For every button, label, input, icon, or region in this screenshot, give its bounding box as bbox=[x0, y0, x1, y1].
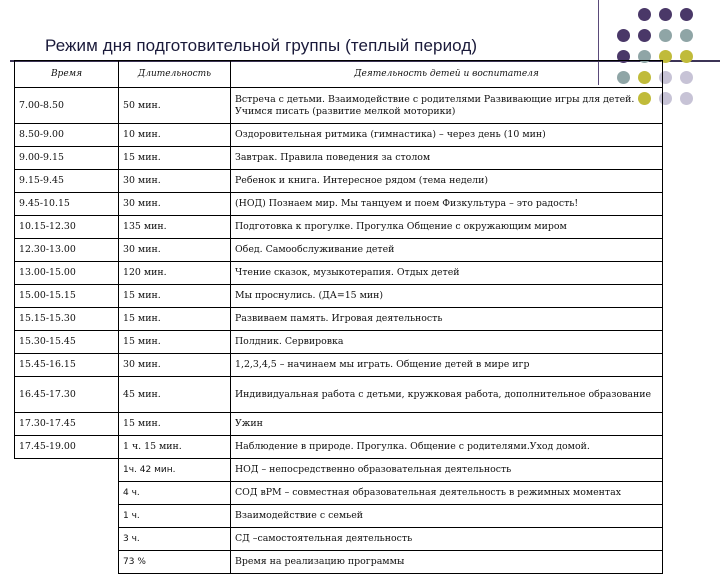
blank-cell bbox=[15, 505, 119, 528]
cell-activity: Чтение сказок, музыкотерапия. Отдых детей bbox=[231, 262, 663, 285]
decor-dot bbox=[617, 29, 630, 42]
cell-duration: 10 мин. bbox=[119, 124, 231, 147]
blank-cell bbox=[15, 528, 119, 551]
cell-time: 15.15-15.30 bbox=[15, 308, 119, 331]
summary-row bbox=[15, 551, 663, 574]
table-row bbox=[15, 239, 663, 262]
header-duration: Длительность bbox=[119, 61, 231, 88]
decor-dot bbox=[680, 8, 693, 21]
table-row bbox=[15, 331, 663, 354]
blank-cell bbox=[15, 551, 119, 574]
summary-activity: СД –самостоятельная деятельность bbox=[231, 528, 663, 551]
cell-activity: Обед. Самообслуживание детей bbox=[231, 239, 663, 262]
summary-activity: НОД – непосредственно образовательная деятельность bbox=[231, 459, 663, 482]
cell-activity: (НОД) Познаем мир. Мы танцуем и поем Физкультура – это радость! bbox=[231, 193, 663, 216]
table-row bbox=[15, 285, 663, 308]
decor-dot bbox=[638, 8, 651, 21]
cell-duration: 15 мин. bbox=[119, 308, 231, 331]
table-row bbox=[15, 170, 663, 193]
cell-activity: Подготовка к прогулке. Прогулка Общение с окружающим миром bbox=[231, 216, 663, 239]
cell-time: 9.00-9.15 bbox=[15, 147, 119, 170]
cell-activity: Наблюдение в природе. Прогулка. Общение с родителями.Уход домой. bbox=[231, 436, 663, 459]
decor-dot bbox=[680, 92, 693, 105]
cell-duration: 30 мин. bbox=[119, 239, 231, 262]
cell-time: 17.30-17.45 bbox=[15, 413, 119, 436]
summary-duration: 4 ч. bbox=[119, 482, 231, 505]
cell-time: 9.45-10.15 bbox=[15, 193, 119, 216]
decor-dot bbox=[659, 8, 672, 21]
decor-dot bbox=[680, 29, 693, 42]
table-row bbox=[15, 124, 663, 147]
table-row bbox=[15, 436, 663, 459]
cell-activity: 1,2,3,4,5 – начинаем мы играть. Общение детей в мире игр bbox=[231, 354, 663, 377]
summary-duration: 1 ч. bbox=[119, 505, 231, 528]
cell-time: 15.45-16.15 bbox=[15, 354, 119, 377]
cell-duration: 30 мин. bbox=[119, 193, 231, 216]
cell-duration: 30 мин. bbox=[119, 354, 231, 377]
summary-row bbox=[15, 482, 663, 505]
decor-dot bbox=[680, 50, 693, 63]
cell-time: 13.00-15.00 bbox=[15, 262, 119, 285]
cell-activity: Встреча с детьми. Взаимодействие с родителями Развивающие игры для детей. Учимся писать (развитие мелкой моторики) bbox=[231, 88, 663, 124]
table-row bbox=[15, 262, 663, 285]
cell-time: 8.50-9.00 bbox=[15, 124, 119, 147]
page-title: Режим дня подготовительной группы (теплый период) bbox=[45, 36, 478, 55]
summary-row bbox=[15, 505, 663, 528]
cell-duration: 30 мин. bbox=[119, 170, 231, 193]
table-row bbox=[15, 354, 663, 377]
cell-activity: Полдник. Сервировка bbox=[231, 331, 663, 354]
cell-time: 15.30-15.45 bbox=[15, 331, 119, 354]
cell-time: 12.30-13.00 bbox=[15, 239, 119, 262]
cell-activity: Ужин bbox=[231, 413, 663, 436]
schedule-table bbox=[14, 60, 663, 574]
cell-activity: Оздоровительная ритмика (гимнастика) – через день (10 мин) bbox=[231, 124, 663, 147]
summary-activity: СОД вРМ – совместная образовательная деятельность в режимных моментах bbox=[231, 482, 663, 505]
header-activity: Деятельность детей и воспитателя bbox=[231, 61, 663, 88]
summary-activity: Взаимодействие с семьей bbox=[231, 505, 663, 528]
blank-cell bbox=[15, 482, 119, 505]
cell-activity: Завтрак. Правила поведения за столом bbox=[231, 147, 663, 170]
cell-duration: 15 мин. bbox=[119, 147, 231, 170]
cell-time: 10.15-12.30 bbox=[15, 216, 119, 239]
cell-activity: Мы проснулись. (ДА=15 мин) bbox=[231, 285, 663, 308]
cell-duration: 120 мин. bbox=[119, 262, 231, 285]
cell-time: 17.45-19.00 bbox=[15, 436, 119, 459]
cell-time: 7.00-8.50 bbox=[15, 88, 119, 124]
blank-cell bbox=[15, 459, 119, 482]
decor-dot bbox=[638, 29, 651, 42]
header-time: Время bbox=[15, 61, 119, 88]
summary-duration: 1ч. 42 мин. bbox=[119, 459, 231, 482]
table-row bbox=[15, 377, 663, 413]
table-row bbox=[15, 147, 663, 170]
decor-dot bbox=[680, 71, 693, 84]
table-row bbox=[15, 193, 663, 216]
cell-activity: Индивидуальная работа с детьми, кружковая работа, дополнительное образование bbox=[231, 377, 663, 413]
summary-activity: Время на реализацию программы bbox=[231, 551, 663, 574]
cell-time: 16.45-17.30 bbox=[15, 377, 119, 413]
table-row bbox=[15, 88, 663, 124]
cell-duration: 15 мин. bbox=[119, 413, 231, 436]
cell-duration: 45 мин. bbox=[119, 377, 231, 413]
summary-duration: 3 ч. bbox=[119, 528, 231, 551]
table-row bbox=[15, 216, 663, 239]
cell-time: 9.15-9.45 bbox=[15, 170, 119, 193]
summary-row bbox=[15, 528, 663, 551]
cell-duration: 135 мин. bbox=[119, 216, 231, 239]
table-header-row bbox=[15, 61, 663, 88]
cell-duration: 15 мин. bbox=[119, 331, 231, 354]
cell-duration: 50 мин. bbox=[119, 88, 231, 124]
cell-duration: 15 мин. bbox=[119, 285, 231, 308]
cell-time: 15.00-15.15 bbox=[15, 285, 119, 308]
cell-duration: 1 ч. 15 мин. bbox=[119, 436, 231, 459]
table-row bbox=[15, 308, 663, 331]
decor-dot bbox=[659, 29, 672, 42]
cell-activity: Развиваем память. Игровая деятельность bbox=[231, 308, 663, 331]
cell-activity: Ребенок и книга. Интересное рядом (тема недели) bbox=[231, 170, 663, 193]
summary-duration: 73 % bbox=[119, 551, 231, 574]
summary-row bbox=[15, 459, 663, 482]
table-row bbox=[15, 413, 663, 436]
